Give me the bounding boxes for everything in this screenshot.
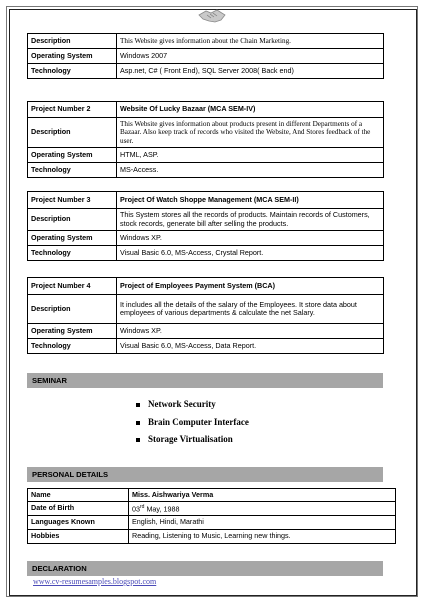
project-2-technology-key: Technology [28, 163, 117, 178]
seminar-item-label: Brain Computer Interface [148, 416, 249, 427]
project-4-number: Project Number 4 [28, 278, 117, 295]
bullet-icon [136, 421, 140, 425]
seminar-item-label: Network Security [148, 399, 216, 409]
project-4-table [27, 277, 384, 354]
footer-website-link[interactable]: www.cv-resumesamples.blogspot.com [33, 577, 157, 586]
project-4-os-value: Windows XP. [117, 324, 384, 339]
declaration-heading: DECLARATION [27, 561, 383, 576]
project-4-title: Project of Employees Payment System (BCA) [117, 278, 384, 295]
project-2-title: Website Of Lucky Bazaar (MCA SEM-IV) [117, 102, 384, 118]
seminar-heading: SEMINAR [27, 373, 383, 388]
project-1-table [27, 33, 384, 79]
project-3-os-value: Windows XP. [117, 231, 384, 246]
personal-details-table [27, 488, 396, 544]
personal-languages-value: English, Hindi, Marathi [129, 516, 396, 530]
project-2-number: Project Number 2 [28, 102, 117, 118]
project-2-description-key: Description [28, 118, 117, 148]
dob-suffix: rd [140, 504, 145, 511]
project-4-technology-value: Visual Basic 6.0, MS-Access, Data Report. [117, 339, 384, 354]
project-3-technology-key: Technology [28, 246, 117, 261]
seminar-list [136, 396, 249, 449]
project-2-technology-value: MS-Access. [117, 163, 384, 178]
project-1-technology-key: Technology [28, 64, 117, 79]
project-1-description-key: Description [28, 34, 117, 49]
project-3-table [27, 191, 384, 261]
project-4-technology-key: Technology [28, 339, 117, 354]
project-3-title: Project Of Watch Shoppe Management (MCA SEM-II) [117, 192, 384, 209]
project-1-description-value: This Website gives information about the Chain Marketing. [117, 34, 384, 49]
project-4-description-value: It includes all the details of the salary of the Employees. It store data about employees of various departments & calculate the net Salary. [117, 295, 384, 324]
project-3-number: Project Number 3 [28, 192, 117, 209]
personal-hobbies-key: Hobbies [28, 530, 129, 544]
dob-day: 03 [132, 504, 140, 514]
project-4-os-key: Operating System [28, 324, 117, 339]
bullet-icon [136, 403, 140, 407]
personal-dob-key: Date of Birth [28, 502, 129, 516]
project-2-os-key: Operating System [28, 148, 117, 163]
project-3-os-key: Operating System [28, 231, 117, 246]
dob-rest: May, 1988 [144, 504, 180, 514]
project-2-description-value: This Website gives information about products present in different Departments of a Bazaar. Also keep track of records who visited the Website, And Stores feedback of the user. [117, 118, 384, 148]
seminar-item-label: Storage Virtualisation [148, 434, 233, 444]
handshake-icon [197, 6, 227, 26]
project-1-os-key: Operating System [28, 49, 117, 64]
personal-languages-key: Languages Known [28, 516, 129, 530]
personal-name-key: Name [28, 489, 129, 502]
project-3-description-value: This System stores all the records of products. Maintain records of Customers, stock records, generate bill after selling the products. [117, 209, 384, 231]
project-1-technology-value: Asp.net, C# ( Front End), SQL Server 2008( Back end) [117, 64, 384, 79]
bullet-icon [136, 438, 140, 442]
project-4-description-key: Description [28, 295, 117, 324]
personal-details-heading: PERSONAL DETAILS [27, 467, 383, 482]
personal-hobbies-value: Reading, Listening to Music, Learning new things. [129, 530, 396, 544]
list-item [136, 431, 249, 449]
project-2-os-value: HTML, ASP. [117, 148, 384, 163]
personal-dob-value [129, 502, 396, 516]
project-3-technology-value: Visual Basic 6.0, MS-Access, Crystal Report. [117, 246, 384, 261]
project-2-table [27, 101, 384, 178]
project-3-description-key: Description [28, 209, 117, 231]
list-item [136, 396, 249, 414]
list-item [136, 414, 249, 432]
project-1-os-value: Windows 2007 [117, 49, 384, 64]
personal-name-value: Miss. Aishwariya Verma [129, 489, 396, 502]
